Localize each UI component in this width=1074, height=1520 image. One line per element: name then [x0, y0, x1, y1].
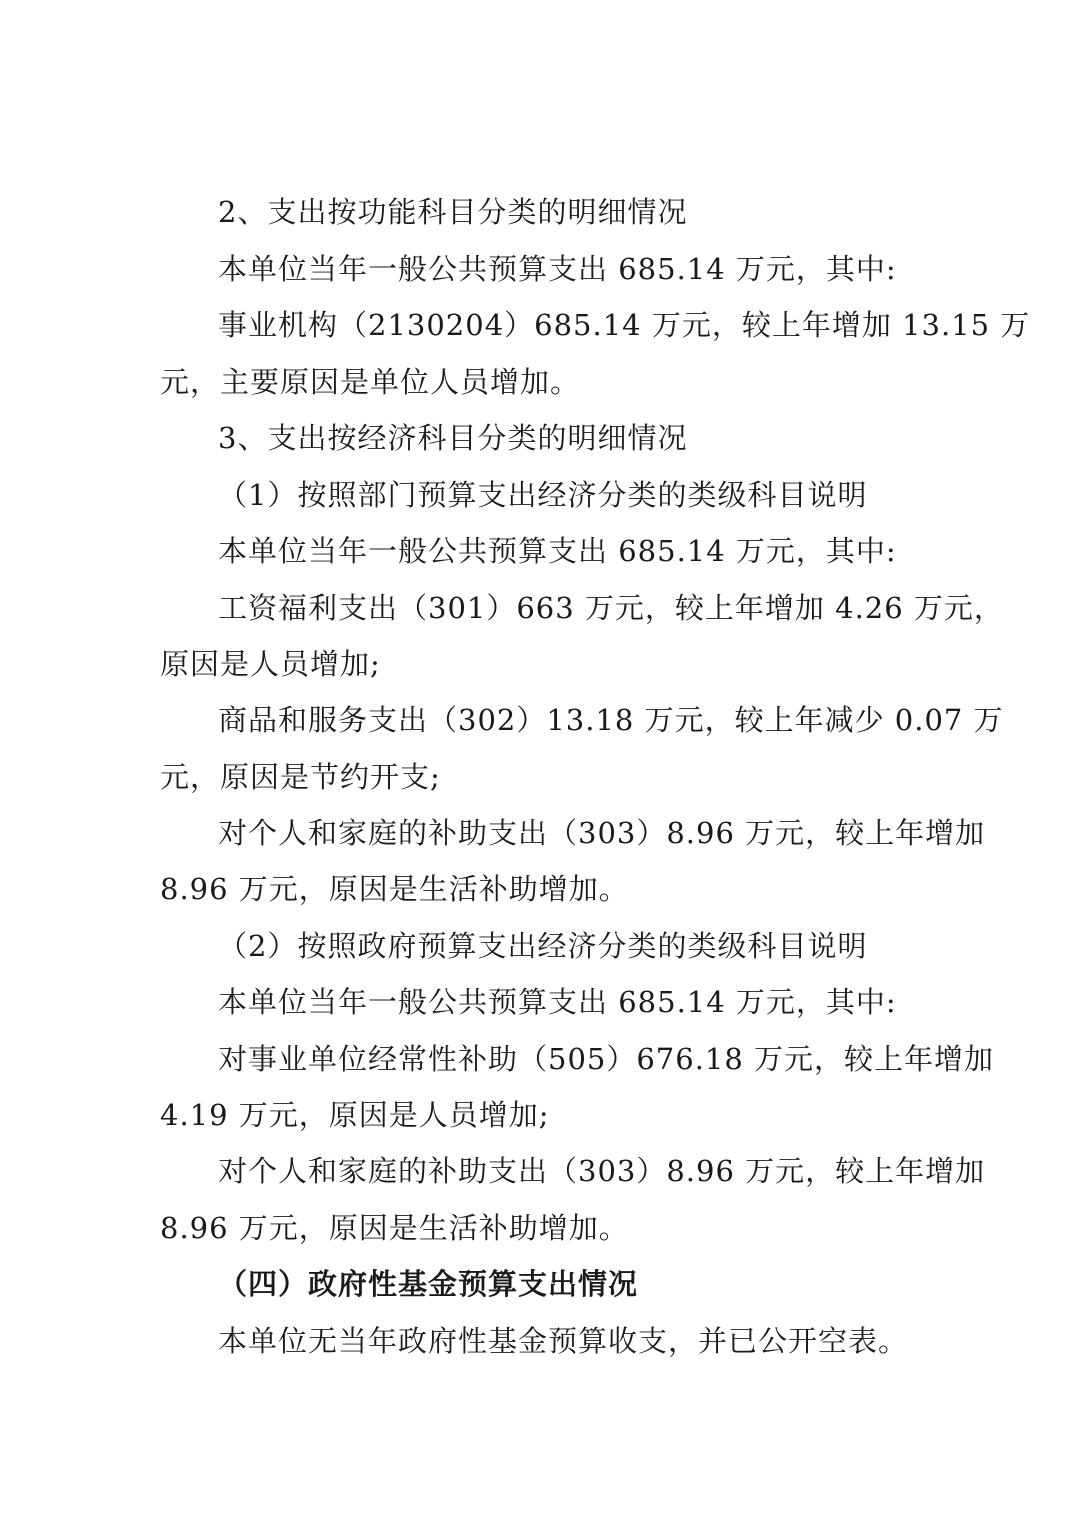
paragraph-line: 本单位无当年政府性基金预算收支，并已公开空表。 [218, 1324, 909, 1358]
paragraph-line: 8.96 万元，原因是生活补助增加。 [160, 872, 629, 906]
paragraph-line: 本单位当年一般公共预算支出 685.14 万元，其中: [218, 534, 897, 568]
paragraph-line: 4.19 万元，原因是人员增加; [160, 1098, 550, 1132]
paragraph-line: 本单位当年一般公共预算支出 685.14 万元，其中: [218, 252, 897, 286]
paragraph-line: 对个人和家庭的补助支出（303）8.96 万元，较上年增加 [218, 816, 986, 850]
paragraph-line: 工资福利支出（301）663 万元，较上年增加 4.26 万元， [218, 591, 1004, 625]
paragraph-line: 对个人和家庭的补助支出（303）8.96 万元，较上年增加 [218, 1154, 986, 1188]
paragraph-line: 原因是人员增加; [160, 647, 381, 681]
paragraph-line: 元，主要原因是单位人员增加。 [160, 365, 581, 399]
paragraph-line: 对事业单位经常性补助（505）676.18 万元，较上年增加 [218, 1042, 995, 1076]
paragraph-line: 本单位当年一般公共预算支出 685.14 万元，其中: [218, 985, 897, 1019]
subheading-government-budget: （2）按照政府预算支出经济分类的类级科目说明 [218, 929, 868, 963]
heading-economic-breakdown: 3、支出按经济科目分类的明细情况 [218, 421, 688, 455]
paragraph-line: 元，原因是节约开支; [160, 760, 441, 794]
paragraph-line: 商品和服务支出（302）13.18 万元，较上年减少 0.07 万 [218, 703, 1004, 737]
heading-functional-breakdown: 2、支出按功能科目分类的明细情况 [218, 195, 688, 229]
paragraph-line: 8.96 万元，原因是生活补助增加。 [160, 1211, 629, 1245]
section-heading-government-fund: （四）政府性基金预算支出情况 [218, 1267, 639, 1301]
paragraph-line: 事业机构（2130204）685.14 万元，较上年增加 13.15 万 [218, 308, 1031, 342]
subheading-department-budget: （1）按照部门预算支出经济分类的类级科目说明 [218, 478, 868, 512]
